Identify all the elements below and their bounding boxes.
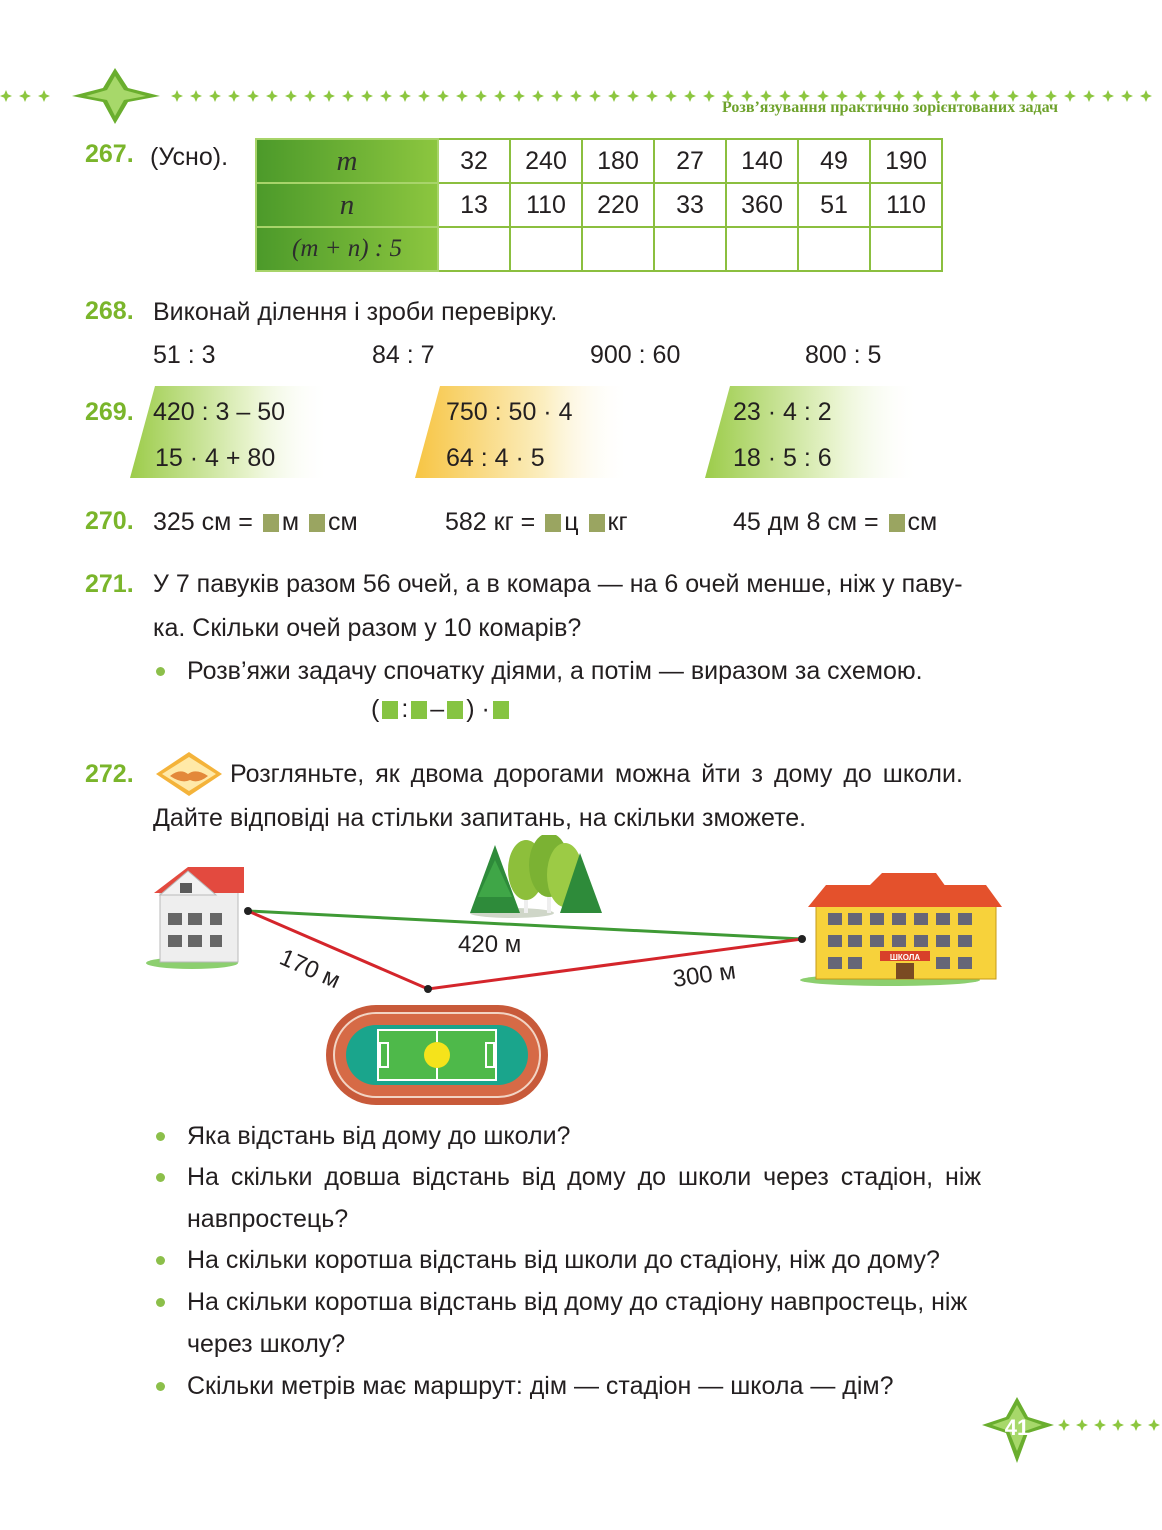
exercise-271-number: 271.	[85, 570, 134, 598]
expression: 750 : 50 · 4	[446, 398, 573, 426]
answer-box[interactable]	[263, 514, 279, 532]
star-chain-decoration	[0, 60, 1162, 130]
expression: 64 : 4 · 5	[446, 444, 545, 472]
school-sign: ШКОЛА	[889, 953, 921, 962]
question: Скільки метрів має маршрут: дім — стадіон — школа — дім?	[187, 1372, 894, 1400]
row-label-n: n	[256, 183, 438, 227]
table-row	[256, 227, 942, 271]
question: навпростець?	[187, 1205, 349, 1233]
handshake-icon	[154, 750, 224, 798]
stadium-icon	[326, 1005, 548, 1105]
expression: 15 · 4 + 80	[155, 444, 276, 472]
problem-line: ка. Скільки очей разом у 10 комарів?	[153, 614, 582, 642]
problem-line: Розгляньте, як двома дорогами можна йти з дому до школи.	[230, 760, 963, 788]
bullet	[156, 1256, 165, 1265]
table-cell: 27	[654, 139, 726, 183]
distance-home-stadium: 170 м	[275, 943, 345, 995]
exercise-272-number: 272.	[85, 760, 134, 788]
house-icon	[146, 867, 244, 969]
table-cell: 180	[582, 139, 654, 183]
table-row	[256, 139, 942, 183]
distance-direct: 420 м	[458, 931, 522, 958]
question: На скільки коротша відстань від дому до стадіону навпростець, ніж	[187, 1288, 968, 1316]
table-cell: 140	[726, 139, 798, 183]
row-label-m: m	[256, 139, 438, 183]
exercise-270-number: 270.	[85, 507, 134, 535]
bullet	[156, 1173, 165, 1182]
answer-box[interactable]	[447, 701, 463, 719]
table-cell: 190	[870, 139, 942, 183]
unit: кг	[607, 508, 628, 536]
task-bullet-text: Розв’яжи задачу спочатку діями, а потім — виразом за схемою.	[187, 657, 923, 685]
problem-line: Дайте відповіді на стільки запитань, на скільки зможете.	[153, 804, 807, 832]
bullet	[156, 1382, 165, 1391]
bullet	[156, 1132, 165, 1141]
distance-stadium-school: 300 м	[671, 957, 738, 993]
question: через школу?	[187, 1330, 346, 1358]
answer-box[interactable]	[589, 514, 605, 532]
answer-box[interactable]	[411, 701, 427, 719]
unit: см	[327, 508, 358, 536]
unit: ц	[564, 508, 579, 536]
answer-box[interactable]	[309, 514, 325, 532]
exercise-267-number: 267.	[85, 140, 134, 168]
conversion-b-left: 582 кг =	[445, 508, 536, 536]
question: На скільки коротша відстань від школи до стадіону, ніж до дому?	[187, 1246, 940, 1274]
table-cell: 110	[870, 183, 942, 227]
conversion-a-left: 325 см =	[153, 508, 253, 536]
answer-cell[interactable]	[798, 227, 870, 271]
page-number-badge	[980, 1395, 1162, 1465]
division-item: 800 : 5	[805, 341, 882, 369]
unit: см	[907, 508, 938, 536]
bullet	[156, 1298, 165, 1307]
table-cell: 32	[438, 139, 510, 183]
answer-box[interactable]	[382, 701, 398, 719]
division-item: 51 : 3	[153, 341, 216, 369]
division-item: 84 : 7	[372, 341, 435, 369]
answer-box[interactable]	[889, 514, 905, 532]
problem-line: У 7 павуків разом 56 очей, а в комара — на 6 очей менше, ніж у паву-	[153, 570, 963, 598]
header-title: Розв’язування практично зорієнтованих задач	[722, 99, 1058, 116]
exercise-268-number: 268.	[85, 297, 134, 325]
school-icon	[800, 873, 1002, 986]
page-number: 41	[1004, 1415, 1030, 1440]
answer-cell[interactable]	[654, 227, 726, 271]
table-cell: 240	[510, 139, 582, 183]
conversion-b	[445, 508, 628, 537]
expression: 18 · 5 : 6	[733, 444, 832, 472]
division-item: 900 : 60	[590, 341, 681, 369]
answer-cell[interactable]	[726, 227, 798, 271]
table-cell: 33	[654, 183, 726, 227]
answer-cell[interactable]	[582, 227, 654, 271]
answer-cell[interactable]	[510, 227, 582, 271]
table-cell: 51	[798, 183, 870, 227]
values-table	[255, 138, 943, 272]
answer-cell[interactable]	[438, 227, 510, 271]
answer-box[interactable]	[545, 514, 561, 532]
bullet	[156, 667, 165, 676]
unit: м	[281, 508, 300, 536]
table-cell: 360	[726, 183, 798, 227]
question: Яка відстань від дому до школи?	[187, 1122, 571, 1150]
conversion-c	[733, 508, 937, 537]
table-cell: 49	[798, 139, 870, 183]
exercise-268-text: Виконай ділення і зроби перевірку.	[153, 298, 558, 326]
row-label-expression: (m + n) : 5	[256, 227, 438, 271]
answer-box[interactable]	[493, 701, 509, 719]
table-cell: 13	[438, 183, 510, 227]
expression-scheme: ( : – ) ·	[371, 695, 512, 724]
table-cell: 110	[510, 183, 582, 227]
expression: 420 : 3 – 50	[153, 398, 286, 426]
answer-cell[interactable]	[870, 227, 942, 271]
trees-icon	[470, 835, 602, 918]
route-diagram	[140, 835, 1020, 1105]
question: На скільки довша відстань від дому до школи через стадіон, ніж	[187, 1163, 982, 1191]
table-cell: 220	[582, 183, 654, 227]
exercise-267-note: (Усно).	[150, 143, 229, 171]
table-row	[256, 183, 942, 227]
conversion-c-left: 45 дм 8 см =	[733, 508, 879, 536]
expression: 23 · 4 : 2	[733, 398, 832, 426]
conversion-a	[153, 508, 358, 537]
exercise-269-number: 269.	[85, 398, 134, 426]
